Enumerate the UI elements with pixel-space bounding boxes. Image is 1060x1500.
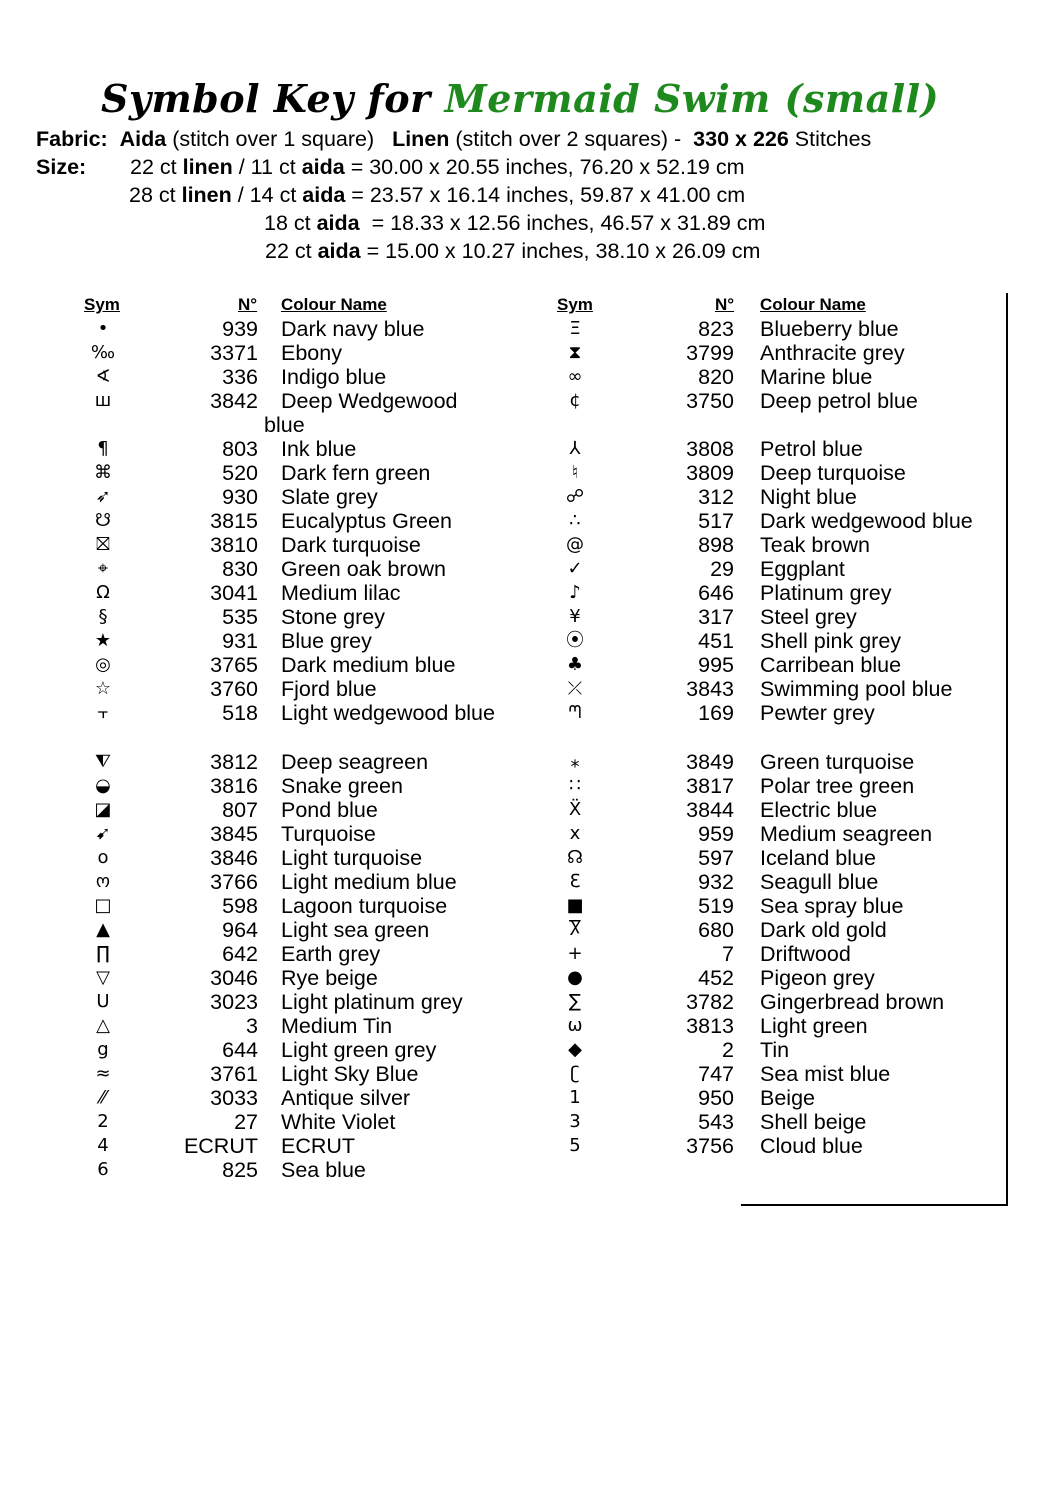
colour-name: Night blue xyxy=(760,485,857,509)
symbol-glyph: ▲ xyxy=(96,919,110,940)
symbol-glyph: • xyxy=(97,318,109,339)
symbol-glyph: Ẍ xyxy=(568,799,582,820)
fabric-aida-note: (stitch over 1 square) xyxy=(166,127,393,151)
dmc-number: 535 xyxy=(222,605,258,629)
dmc-number: 3041 xyxy=(210,581,258,605)
size1-c: / 11 ct xyxy=(232,155,302,179)
symbol-glyph: g xyxy=(97,1039,109,1060)
dmc-number: 3756 xyxy=(686,1134,734,1158)
symbol-glyph: @ xyxy=(566,534,584,555)
symbol-glyph: ∷ xyxy=(569,775,581,796)
table-row xyxy=(0,1014,1000,1038)
dmc-number: 646 xyxy=(698,581,734,605)
colour-name: Polar tree green xyxy=(760,774,915,798)
title-prefix: Symbol Key for xyxy=(100,76,431,121)
colour-name: Green oak brown xyxy=(281,557,446,581)
colour-name: Snake green xyxy=(281,774,403,798)
colour-name: Dark medium blue xyxy=(281,653,456,677)
symbol-glyph: ◎ xyxy=(95,654,111,675)
size2-a: 28 ct xyxy=(129,183,182,207)
colour-name: Shell pink grey xyxy=(760,629,902,653)
colour-name: Medium lilac xyxy=(281,581,401,605)
symbol-glyph: ш xyxy=(94,390,112,411)
symbol-glyph: § xyxy=(98,606,108,627)
dmc-number: 939 xyxy=(222,317,258,341)
dmc-number: 3849 xyxy=(686,750,734,774)
colour-name: Dark wedgewood blue xyxy=(760,509,973,533)
symbol-glyph: ⦿ xyxy=(566,630,584,651)
header-name-left: Colour Name xyxy=(281,295,387,314)
dmc-number: 3023 xyxy=(210,990,258,1014)
symbol-glyph: ⅄ xyxy=(569,438,581,459)
symbol-glyph: ⁎ xyxy=(570,751,580,772)
colour-name: Dark turquoise xyxy=(281,533,421,557)
colour-name: Marine blue xyxy=(760,365,873,389)
symbol-glyph: ■ xyxy=(566,895,584,916)
table-row xyxy=(0,437,1000,461)
symbol-glyph: ᑌ xyxy=(96,991,110,1012)
colour-name: Teak brown xyxy=(760,533,870,557)
dmc-number: 520 xyxy=(222,461,258,485)
dmc-number: 3843 xyxy=(686,677,734,701)
size-label: Size: xyxy=(36,155,87,179)
symbol-glyph: ∞ xyxy=(567,366,583,387)
colour-name: Gingerbread brown xyxy=(760,990,945,1014)
symbol-glyph: □ xyxy=(94,895,112,916)
symbol-glyph: ♮ xyxy=(571,462,579,483)
symbol-glyph: ➶ xyxy=(95,486,111,507)
dmc-number: 959 xyxy=(698,822,734,846)
table-row xyxy=(0,822,1000,846)
header-num-left: N° xyxy=(238,295,258,314)
size1-a: 22 ct xyxy=(130,155,183,179)
dmc-number: 680 xyxy=(698,918,734,942)
symbol-glyph: ★ xyxy=(94,630,112,651)
colour-name: Deep petrol blue xyxy=(760,389,918,413)
colour-name: Ink blue xyxy=(281,437,357,461)
dmc-number: 995 xyxy=(698,653,734,677)
dmc-number: 3817 xyxy=(686,774,734,798)
symbol-glyph: ℇ xyxy=(569,871,581,892)
table-row xyxy=(0,798,1000,822)
size-line-1 xyxy=(130,155,745,180)
colour-name: Turquoise xyxy=(281,822,376,846)
dmc-number: 3371 xyxy=(210,341,258,365)
size2-d: aida xyxy=(302,183,346,207)
size-label-line xyxy=(36,155,86,180)
symbol-glyph: ▽ xyxy=(96,967,110,988)
dmc-number: 3808 xyxy=(686,437,734,461)
dmc-number: 312 xyxy=(698,485,734,509)
colour-name: Light green xyxy=(760,1014,868,1038)
colour-name: Light Sky Blue xyxy=(281,1062,419,1086)
colour-name: Beige xyxy=(760,1086,815,1110)
dmc-number: 950 xyxy=(698,1086,734,1110)
symbol-glyph: ☍ xyxy=(565,486,585,507)
dmc-number: 452 xyxy=(698,966,734,990)
table-row xyxy=(0,581,1000,605)
size3-a: 18 ct xyxy=(264,211,317,235)
size4-a: 22 ct xyxy=(265,239,318,263)
symbol-glyph: ⁄⁄ xyxy=(99,1087,106,1108)
symbol-glyph: 3 xyxy=(569,1111,581,1132)
colour-name: Sea blue xyxy=(281,1158,366,1182)
symbol-glyph: ◆ xyxy=(568,1039,582,1060)
symbol-glyph: o xyxy=(97,847,109,868)
fabric-linen: Linen xyxy=(392,127,450,151)
size4-b: aida xyxy=(317,239,361,263)
dmc-number: 3845 xyxy=(210,822,258,846)
colour-name: Sea spray blue xyxy=(760,894,904,918)
table-row xyxy=(0,509,1000,533)
colour-name: Earth grey xyxy=(281,942,381,966)
table-row xyxy=(0,774,1000,798)
dmc-number: 517 xyxy=(698,509,734,533)
colour-name: Steel grey xyxy=(760,605,857,629)
symbol-glyph: ∢ xyxy=(95,366,111,387)
size-line-4 xyxy=(265,239,760,264)
table-row xyxy=(0,317,1000,341)
table-row xyxy=(0,605,1000,629)
fabric-aida: Aida xyxy=(119,127,167,151)
table-row xyxy=(0,485,1000,509)
header-sym-left: Sym xyxy=(84,295,120,314)
colour-name: Shell beige xyxy=(760,1110,867,1134)
dmc-number: 598 xyxy=(222,894,258,918)
table-row xyxy=(0,750,1000,774)
dmc-number: 3750 xyxy=(686,389,734,413)
symbol-glyph: ¢ xyxy=(569,390,581,411)
symbol-glyph: ➹ xyxy=(95,823,111,844)
colour-name: Anthracite grey xyxy=(760,341,905,365)
symbol-glyph: 6 xyxy=(97,1159,109,1180)
size4-c: = 15.00 x 10.27 inches, 38.10 x 26.09 cm xyxy=(360,239,761,263)
colour-name: Rye beige xyxy=(281,966,378,990)
table-row xyxy=(0,990,1000,1014)
colour-name: Slate grey xyxy=(281,485,378,509)
colour-name: Electric blue xyxy=(760,798,878,822)
symbol-glyph: ⫟ xyxy=(97,702,109,723)
header-sym-right: Sym xyxy=(557,295,593,314)
dmc-number: 820 xyxy=(698,365,734,389)
table-right-border xyxy=(1006,293,1008,1206)
table-row xyxy=(0,846,1000,870)
dmc-number: 27 xyxy=(234,1110,258,1134)
table-row xyxy=(0,557,1000,581)
symbol-glyph: + xyxy=(567,943,583,964)
dmc-number: 3761 xyxy=(210,1062,258,1086)
symbol-glyph: ⧨ xyxy=(94,751,112,772)
fabric-label: Fabric: xyxy=(36,127,108,151)
size-line-3 xyxy=(264,211,765,236)
dmc-number: 3765 xyxy=(210,653,258,677)
table-row xyxy=(0,701,1000,725)
table-row xyxy=(0,894,1000,918)
table-row xyxy=(0,918,1000,942)
symbol-glyph: 4 xyxy=(97,1135,109,1156)
table-row xyxy=(0,341,1000,365)
table-row xyxy=(0,1110,1000,1134)
size1-e: = 30.00 x 20.55 inches, 76.20 x 52.19 cm xyxy=(344,155,745,179)
colour-name: Light platinum grey xyxy=(281,990,463,1014)
colour-name: Carribean blue xyxy=(760,653,902,677)
colour-name: Light wedgewood blue xyxy=(281,701,495,725)
symbol-glyph: ◪ xyxy=(94,799,112,820)
table-row xyxy=(0,629,1000,653)
colour-name: Fjord blue xyxy=(281,677,377,701)
symbol-glyph: ☋ xyxy=(95,510,111,531)
colour-name-continued: blue xyxy=(264,413,305,437)
dmc-number: 644 xyxy=(222,1038,258,1062)
colour-name: Deep turquoise xyxy=(760,461,906,485)
symbol-glyph: Ξ xyxy=(569,318,581,339)
stitch-count: 330 x 226 xyxy=(693,127,789,151)
dmc-number: 932 xyxy=(698,870,734,894)
colour-name: Swimming pool blue xyxy=(760,677,953,701)
dmc-number: 3815 xyxy=(210,509,258,533)
symbol-glyph: ⛝ xyxy=(96,534,110,555)
symbol-glyph: ʗ xyxy=(570,1063,580,1084)
colour-name: Platinum grey xyxy=(760,581,892,605)
dmc-number: 930 xyxy=(222,485,258,509)
colour-name: Deep Wedgewood xyxy=(281,389,458,413)
colour-name: White Violet xyxy=(281,1110,396,1134)
colour-name: Iceland blue xyxy=(760,846,876,870)
fabric-linen-note: (stitch over 2 squares) - xyxy=(449,127,694,151)
dmc-number: 3782 xyxy=(686,990,734,1014)
symbol-glyph: ⌘ xyxy=(94,462,112,483)
stitches-word: Stitches xyxy=(788,127,872,151)
colour-name: Light medium blue xyxy=(281,870,457,894)
colour-name: Light green grey xyxy=(281,1038,437,1062)
symbol-glyph: ☆ xyxy=(94,678,112,699)
colour-name: Lagoon turquoise xyxy=(281,894,448,918)
symbol-glyph: ∏ xyxy=(96,943,110,964)
dmc-number: 519 xyxy=(698,894,734,918)
colour-name: Petrol blue xyxy=(760,437,863,461)
symbol-glyph: 5 xyxy=(569,1135,581,1156)
dmc-number: 3046 xyxy=(210,966,258,990)
colour-name: Dark fern green xyxy=(281,461,431,485)
symbol-glyph: ⌖ xyxy=(97,558,109,579)
table-row xyxy=(0,365,1000,389)
dmc-number: 518 xyxy=(222,701,258,725)
colour-name: Dark navy blue xyxy=(281,317,425,341)
table-row xyxy=(0,942,1000,966)
symbol-glyph: ⤫ xyxy=(567,678,583,699)
dmc-number: 823 xyxy=(698,317,734,341)
dmc-number: 3844 xyxy=(686,798,734,822)
colour-name: Driftwood xyxy=(760,942,851,966)
symbol-glyph: ☊ xyxy=(567,847,583,868)
symbol-glyph: ⧗ xyxy=(568,342,582,363)
dmc-number: 3809 xyxy=(686,461,734,485)
dmc-number: 543 xyxy=(698,1110,734,1134)
dmc-number: 3846 xyxy=(210,846,258,870)
colour-name: Light sea green xyxy=(281,918,430,942)
dmc-number: 3033 xyxy=(210,1086,258,1110)
colour-name: Eggplant xyxy=(760,557,845,581)
colour-name: Seagull blue xyxy=(760,870,879,894)
dmc-number: 3810 xyxy=(210,533,258,557)
dmc-number: 597 xyxy=(698,846,734,870)
symbol-glyph: ო xyxy=(95,871,111,892)
table-row xyxy=(0,533,1000,557)
symbol-glyph: x xyxy=(569,823,581,844)
table-row xyxy=(0,389,1000,413)
table-row xyxy=(0,1086,1000,1110)
fabric-line xyxy=(36,127,871,152)
size2-b: linen xyxy=(181,183,232,207)
colour-name: Green turquoise xyxy=(760,750,915,774)
colour-name: Ebony xyxy=(281,341,342,365)
table-row xyxy=(0,1158,1000,1182)
table-row xyxy=(0,1038,1000,1062)
colour-name: Antique silver xyxy=(281,1086,411,1110)
symbol-glyph: Ω xyxy=(96,582,110,603)
colour-name: Light turquoise xyxy=(281,846,423,870)
dmc-number: 3799 xyxy=(686,341,734,365)
header-num-right: N° xyxy=(715,295,735,314)
dmc-number: 830 xyxy=(222,557,258,581)
header-name-right: Colour Name xyxy=(760,295,866,314)
table-row xyxy=(0,461,1000,485)
table-row xyxy=(0,966,1000,990)
symbol-glyph: △ xyxy=(96,1015,110,1036)
dmc-number: 825 xyxy=(222,1158,258,1182)
dmc-number: 898 xyxy=(698,533,734,557)
colour-name: Deep seagreen xyxy=(281,750,429,774)
dmc-number: 29 xyxy=(710,557,734,581)
colour-name: Tin xyxy=(760,1038,790,1062)
dmc-number: 931 xyxy=(222,629,258,653)
dmc-number: 7 xyxy=(722,942,734,966)
dmc-number: 642 xyxy=(222,942,258,966)
symbol-glyph: ᘉ xyxy=(568,702,582,723)
size1-b: linen xyxy=(182,155,233,179)
dmc-number: 3812 xyxy=(210,750,258,774)
colour-name: Indigo blue xyxy=(281,365,387,389)
size1-d: aida xyxy=(301,155,345,179)
dmc-number: 807 xyxy=(222,798,258,822)
dmc-number: 317 xyxy=(698,605,734,629)
table-row xyxy=(0,1062,1000,1086)
symbol-glyph: ∑ xyxy=(568,991,582,1012)
dmc-number: 336 xyxy=(222,365,258,389)
table-row xyxy=(0,870,1000,894)
colour-name: ECRUT xyxy=(281,1134,356,1158)
symbol-glyph: ♣ xyxy=(566,654,584,675)
colour-name: Sea mist blue xyxy=(760,1062,891,1086)
size-line-2 xyxy=(129,183,745,208)
size3-b: aida xyxy=(316,211,360,235)
dmc-number: 964 xyxy=(222,918,258,942)
symbol-glyph: ♪ xyxy=(569,582,581,603)
symbol-glyph: 2 xyxy=(97,1111,109,1132)
table-bottom-border xyxy=(741,1204,1007,1206)
dmc-number: 2 xyxy=(722,1038,734,1062)
colour-name: Eucalyptus Green xyxy=(281,509,452,533)
dmc-number: 747 xyxy=(698,1062,734,1086)
symbol-glyph: ∴ xyxy=(569,510,581,531)
colour-name: Cloud blue xyxy=(760,1134,863,1158)
colour-name: Stone grey xyxy=(281,605,385,629)
symbol-glyph: ✓ xyxy=(567,558,583,579)
dmc-number: 3766 xyxy=(210,870,258,894)
symbol-glyph: ¥ xyxy=(569,606,581,627)
table-row xyxy=(0,1134,1000,1158)
symbol-glyph: ¶ xyxy=(97,438,109,459)
size2-c: / 14 ct xyxy=(231,183,303,207)
dmc-number: 451 xyxy=(698,629,734,653)
symbol-glyph: Ⴟ xyxy=(568,919,582,940)
page-title xyxy=(0,76,1040,121)
dmc-number: 3 xyxy=(246,1014,258,1038)
dmc-number: 169 xyxy=(698,701,734,725)
symbol-glyph: ● xyxy=(567,967,583,988)
symbol-glyph: ω xyxy=(567,1015,583,1036)
colour-name: Blue grey xyxy=(281,629,372,653)
colour-name: Medium seagreen xyxy=(760,822,933,846)
colour-name: Medium Tin xyxy=(281,1014,393,1038)
size3-c: = 18.33 x 12.56 inches, 46.57 x 31.89 cm xyxy=(359,211,766,235)
table-row xyxy=(0,677,1000,701)
colour-name: Dark old gold xyxy=(760,918,887,942)
table-row xyxy=(0,653,1000,677)
dmc-number: 803 xyxy=(222,437,258,461)
colour-name: Pigeon grey xyxy=(760,966,875,990)
colour-name: Pewter grey xyxy=(760,701,875,725)
colour-name: Pond blue xyxy=(281,798,378,822)
dmc-number: 3816 xyxy=(210,774,258,798)
symbol-glyph: ≈ xyxy=(95,1063,111,1084)
dmc-number: 3760 xyxy=(210,677,258,701)
pattern-name: Mermaid Swim (small) xyxy=(444,76,940,121)
size2-e: = 23.57 x 16.14 inches, 59.87 x 41.00 cm xyxy=(345,183,746,207)
dmc-number: 3813 xyxy=(686,1014,734,1038)
dmc-number: 3842 xyxy=(210,389,258,413)
symbol-glyph: ◒ xyxy=(95,775,111,796)
colour-name: Blueberry blue xyxy=(760,317,899,341)
symbol-glyph: ‰ xyxy=(90,342,116,363)
dmc-number: ECRUT xyxy=(183,1134,258,1158)
symbol-glyph: 1 xyxy=(569,1087,581,1108)
